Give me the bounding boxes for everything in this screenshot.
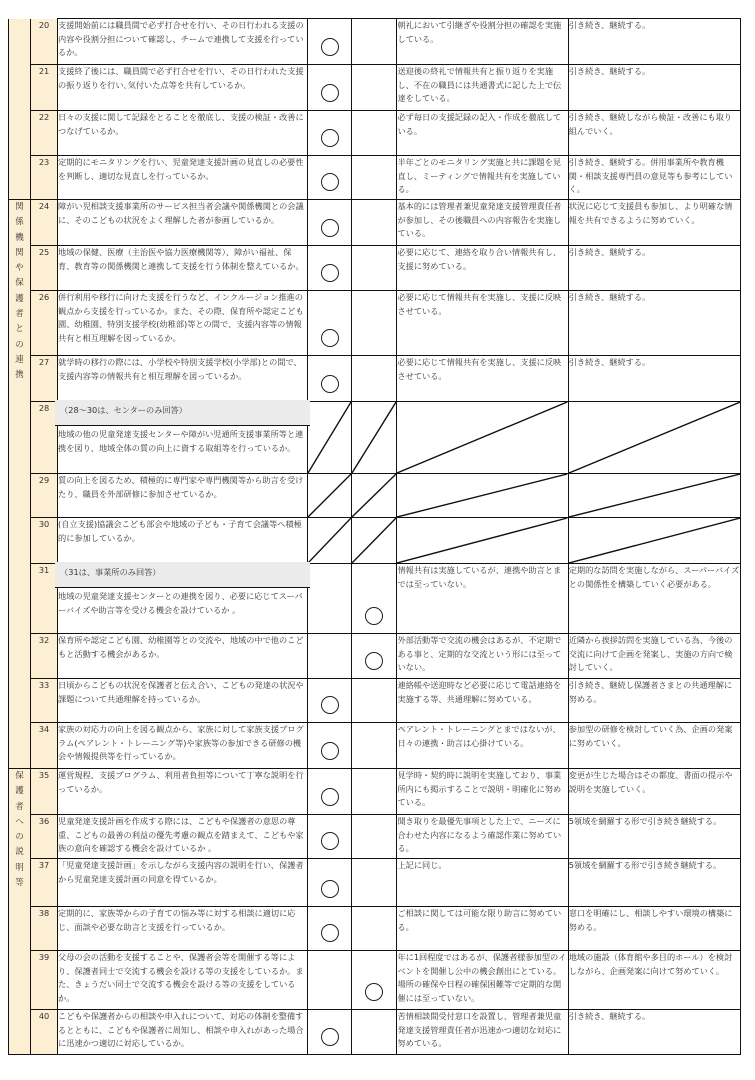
current-status-cell	[397, 1010, 568, 1055]
improvement-plan-cell	[568, 815, 740, 859]
current-status-cell	[397, 679, 568, 723]
improvement-plan-cell	[568, 859, 740, 907]
question-text: (自立支援)協議会こども部会や地域の子ども・子育て会議等へ積極的に参加しているか。	[58, 519, 302, 543]
improvement-plan-cell	[568, 19, 740, 65]
table-row	[9, 907, 741, 951]
check-item-question	[58, 859, 308, 907]
check-item-question	[58, 474, 308, 518]
current-status-cell	[397, 634, 568, 679]
question-text: 日頃からこどもの状況を保護者と伝え合い、こどもの発達の状況や課題について共通理解を持っているか。	[58, 680, 304, 704]
not-applicable-slash	[397, 474, 567, 517]
question-text: 就学時の移行の際には、小学校や特別支援学校(小学部)との間で、支援内容等の情報共有と相互理解を図っているか。	[58, 357, 302, 381]
answer-yes-cell[interactable]	[308, 474, 352, 518]
circle-mark-icon	[365, 983, 383, 1001]
answer-no-cell[interactable]	[352, 156, 397, 200]
plan-text: 変更が生じた場合はその都度、書面の提示や説明を実施していく。	[568, 770, 733, 794]
current-status-cell	[397, 156, 568, 200]
table-row	[9, 634, 741, 679]
improvement-plan-cell	[568, 951, 740, 1010]
improvement-plan-cell	[568, 723, 740, 769]
plan-text: 地域の施設（体育館や多目的ホール）を検討しながら、企画発案に向けて努めていく。	[568, 952, 733, 976]
improvement-plan-cell	[568, 65, 740, 111]
item-number: 24	[31, 200, 58, 246]
question-text: 運営規程、支援プログラム、利用者負担等について丁寧な説明を行っているか。	[58, 770, 304, 794]
status-text: ご相談に関しては可能な限り助言に努めている。	[397, 908, 562, 932]
current-status-cell	[397, 723, 568, 769]
table-row	[9, 65, 741, 111]
table-row	[9, 246, 741, 291]
question-text: 保育所や認定こども園、幼稚園等との交流や、地域の中で他のこどもと活動する機会があるか。	[58, 635, 304, 659]
plan-text: 5領域を網羅する形で引き続き継続する。	[568, 860, 722, 870]
circle-mark-icon	[365, 652, 383, 670]
circle-mark-icon	[321, 219, 339, 237]
table-row	[9, 564, 741, 634]
not-applicable-slash	[569, 474, 740, 517]
current-status-cell	[397, 356, 568, 402]
plan-text: 引き続き、継続する。	[568, 66, 651, 76]
item-number: 28	[31, 402, 58, 474]
current-status-cell	[397, 518, 568, 564]
item-number: 27	[31, 356, 58, 402]
status-text: 情報共有は実施しているが、連携や助言とまでは至っていない。	[397, 565, 562, 589]
answer-yes-cell[interactable]	[308, 356, 352, 402]
answer-yes-cell[interactable]	[308, 634, 352, 679]
answer-no-cell[interactable]	[352, 951, 397, 1010]
current-status-cell	[397, 951, 568, 1010]
not-applicable-slash	[308, 474, 351, 517]
circle-mark-icon	[321, 696, 339, 714]
check-item-question	[58, 200, 308, 246]
status-text: ペアレント・トレーニングとまではないが、日々の連携・助言は心掛けている。	[397, 724, 561, 748]
question-text: 地域の児童発達支援センターとの連携を図り、必要に応じてスーパーバイズや助言等を受ける機会を設けているか 。	[58, 591, 303, 615]
circle-mark-icon	[321, 173, 339, 191]
current-status-cell	[397, 19, 568, 65]
category-label-char: の	[15, 832, 24, 843]
circle-mark-icon	[321, 880, 339, 898]
category-label-char: 護	[15, 786, 24, 797]
check-item-question	[58, 634, 308, 679]
table-row	[9, 859, 741, 907]
status-text: 半年ごとのモニタリング実施と共に課題を見直し、ミーティングで情報共有を実施している。	[397, 157, 562, 194]
item-number: 38	[31, 907, 58, 951]
category-cell	[9, 19, 31, 200]
answer-yes-cell[interactable]	[308, 679, 352, 723]
improvement-plan-cell	[568, 111, 740, 156]
question-text: 地域の他の児童発達支援センターや障がい児通所支援事業所等と連携を図り、地域全体の質の向上に資する取組等を行っているか。	[58, 429, 304, 453]
item-number: 22	[31, 111, 58, 156]
current-status-cell	[397, 564, 568, 634]
improvement-plan-cell	[568, 679, 740, 723]
not-applicable-slash	[308, 518, 351, 563]
status-text: 必要に応じて情報共有を実施し、支援に反映させている。	[397, 292, 562, 316]
answer-no-cell[interactable]	[352, 564, 397, 634]
question-text: 日々の支援に関して記録をとることを徹底し、支援の検証・改善につなげているか。	[58, 112, 304, 136]
question-text: 児童発達支援計画を作成する際には、こどもや保護者の意思の尊重、こどもの最善の利益の優先考慮の観点を踏まえて、こどもや家族の意向を確認する機会を設けているか 。	[58, 816, 304, 853]
check-item-question	[58, 19, 308, 65]
answer-yes-cell[interactable]	[308, 1010, 352, 1055]
improvement-plan-cell	[568, 1010, 740, 1055]
item-number: 30	[31, 518, 58, 564]
question-text: 支援開始前には職員間で必ず打合せを行い、その日行われる支援の内容や役割分担について確認し、チームで連携して支援を行っているか。	[58, 20, 304, 57]
table-row	[9, 19, 741, 65]
check-item-question	[58, 402, 308, 474]
table-row	[9, 815, 741, 859]
check-item-question	[58, 723, 308, 769]
item-number: 23	[31, 156, 58, 200]
answer-scope-note: （28～30は、センターのみ回答）	[55, 400, 310, 426]
answer-no-cell[interactable]	[352, 518, 397, 564]
answer-no-cell[interactable]	[352, 859, 397, 907]
category-label-char: 保	[15, 278, 24, 289]
answer-yes-cell[interactable]	[308, 518, 352, 564]
improvement-plan-cell	[568, 402, 740, 474]
category-cell	[9, 769, 31, 1055]
evaluation-table	[8, 18, 741, 1055]
answer-yes-cell[interactable]	[308, 402, 352, 474]
circle-mark-icon	[321, 924, 339, 942]
answer-no-cell[interactable]	[352, 356, 397, 402]
not-applicable-slash	[569, 402, 740, 473]
question-text: 定期的に、家族等からの子育ての悩み等に対する相談に適切に応じ、面談や必要な助言と支援を行っているか。	[58, 908, 296, 932]
current-status-cell	[397, 769, 568, 815]
item-number: 31	[31, 564, 58, 634]
current-status-cell	[397, 815, 568, 859]
circle-mark-icon	[365, 607, 383, 625]
answer-yes-cell[interactable]	[308, 65, 352, 111]
question-text: こどもや保護者からの相談や申入れについて、対応の体制を整備するとともに、こどもや保護者に周知し、相談や申入れがあった場合に迅速かつ適切に対応しているか。	[58, 1011, 304, 1048]
status-text: 必要に応じて、連絡を取り合い情報共有し、支援に努めている。	[397, 247, 562, 271]
plan-text: 引き続き、継続しながら検証・改善にも取り組んでいく。	[568, 112, 733, 136]
check-item-question	[58, 907, 308, 951]
check-item-question	[58, 111, 308, 156]
question-text: 「児童発達支援計画」を示しながら支援内容の説明を行い、保護者から児童発達支援計画の同意を得ているか。	[58, 860, 304, 884]
item-number: 40	[31, 1010, 58, 1055]
current-status-cell	[397, 200, 568, 246]
table-row	[9, 951, 741, 1010]
item-number: 35	[31, 769, 58, 815]
improvement-plan-cell	[568, 564, 740, 634]
answer-no-cell[interactable]	[352, 246, 397, 291]
table-row	[9, 769, 741, 815]
item-number: 36	[31, 815, 58, 859]
answer-scope-note: （31は、事業所のみ回答）	[55, 562, 310, 588]
plan-text: 引き続き、継続する。	[568, 247, 651, 257]
category-label-char: の	[15, 339, 24, 350]
table-row	[9, 723, 741, 769]
circle-mark-icon	[321, 832, 339, 850]
check-item-question	[58, 815, 308, 859]
answer-yes-cell[interactable]	[308, 19, 352, 65]
category-label-char: 関	[15, 202, 24, 212]
item-number: 29	[31, 474, 58, 518]
plan-text: 窓口を明確にし、相談しやすい環境の構築に努める。	[568, 908, 733, 932]
status-text: 必ず毎日の支援記録の記入・作成を徹底している。	[397, 112, 562, 136]
category-label-char: や	[15, 263, 24, 274]
answer-yes-cell[interactable]	[308, 111, 352, 156]
question-text: 定期的にモニタリングを行い、児童発達支援計画の見直しの必要性を判断し、適切な見直しを行っているか。	[58, 157, 304, 181]
circle-mark-icon	[321, 329, 339, 347]
check-item-question	[58, 951, 308, 1010]
question-text: 家族の対応力の向上を図る観点から、家族に対して家族支援プログラム(ペアレント・トレーニング等)や家族等の参加できる研修の機会や情報提供等を行っているか。	[58, 724, 304, 761]
table-row	[9, 156, 741, 200]
plan-text: 引き続き、継続する。	[568, 357, 651, 367]
not-applicable-slash	[352, 518, 396, 563]
answer-no-cell[interactable]	[352, 815, 397, 859]
plan-text: 定期的な訪問を実施しながら、スーパーバイズとの関係性を構築していく必要がある。	[568, 565, 740, 589]
circle-mark-icon	[321, 742, 339, 760]
plan-text: 引き続き、継続する。	[568, 20, 651, 30]
check-item-question	[58, 1010, 308, 1055]
current-status-cell	[397, 859, 568, 907]
answer-no-cell[interactable]	[352, 291, 397, 356]
current-status-cell	[397, 65, 568, 111]
answer-no-cell[interactable]	[352, 769, 397, 815]
check-item-question	[58, 246, 308, 291]
not-applicable-slash	[352, 402, 396, 473]
category-label-char: 機	[15, 232, 24, 243]
improvement-plan-cell	[568, 518, 740, 564]
category-label-char: 説	[15, 847, 24, 858]
improvement-plan-cell	[568, 291, 740, 356]
status-text: 聞き取りを最優先事項とした上で、ニーズに合わせた内容になるよう確認作業に努めている。	[397, 816, 562, 853]
check-item-question	[58, 518, 308, 564]
answer-yes-cell[interactable]	[308, 907, 352, 951]
category-label-char: 携	[15, 370, 24, 381]
table-row	[9, 474, 741, 518]
not-applicable-slash	[397, 402, 567, 473]
category-label-char: 等	[15, 878, 24, 889]
answer-no-cell[interactable]	[352, 402, 397, 474]
improvement-plan-cell	[568, 634, 740, 679]
question-text: 併行利用や移行に向けた支援を行うなど、インクルージョン推進の観点から支援を行っているか。また、その際、保育所や認定こども園、幼稚園、特別支援学校(幼稚部)等との間で、支援内容等の情報共有と相互理解を図っているか。	[58, 292, 304, 343]
answer-no-cell[interactable]	[352, 111, 397, 156]
check-item-question	[58, 65, 308, 111]
status-text: 必要に応じて情報共有を実施し、支援に反映させている。	[397, 357, 562, 381]
not-applicable-slash	[352, 474, 396, 517]
answer-yes-cell[interactable]	[308, 246, 352, 291]
category-cell	[9, 200, 31, 769]
question-text: 障がい児相談支援事業所のサービス担当者会議や関係機関との会議に、そのこどもの状況をよく理解した者が参画しているか。	[58, 201, 304, 225]
question-text: 支援終了後には、職員間で必ず打合せを行い、その日行われた支援の振り返りを行い､気付いた点等を共有しているか。	[58, 66, 304, 90]
item-number: 33	[31, 679, 58, 723]
category-label-char: 関	[15, 247, 24, 258]
status-text: 朝礼において引継ぎや役割分担の確認を実施している。	[397, 20, 562, 44]
circle-mark-icon	[321, 129, 339, 147]
plan-text: 近隣から挨拶訪問を実施している為、今後の交流に向けて企画を発案し、実施の方向で検討していく。	[568, 635, 733, 672]
improvement-plan-cell	[568, 474, 740, 518]
status-text: 苦情相談間受付窓口を設置し、管理者兼児童発達支援管理責任者が迅速かつ適切な対応に努めている。	[397, 1011, 562, 1048]
answer-no-cell[interactable]	[352, 907, 397, 951]
item-number: 39	[31, 951, 58, 1010]
answer-no-cell[interactable]	[352, 679, 397, 723]
table-row	[9, 356, 741, 402]
item-number: 26	[31, 291, 58, 356]
status-text: 見学時・契約時に説明を実施しており、事業所内にも掲示することで説明・明確化に努めている。	[397, 770, 562, 807]
improvement-plan-cell	[568, 156, 740, 200]
status-text: 上記に同じ。	[397, 860, 447, 870]
not-applicable-slash	[308, 402, 351, 473]
question-text: 父母の会の活動を支援することや、保護者会等を開催する等により、保護者同士で交流する機会を設ける等の支援をしているか。また、きょうだい同士で交流する機会を設ける等の支援をしているか。	[58, 952, 304, 1003]
category-label-char: 護	[15, 293, 24, 304]
current-status-cell	[397, 402, 568, 474]
table-row	[9, 402, 741, 474]
current-status-cell	[397, 474, 568, 518]
question-text: 地域の保健、医療（主治医や協力医療機関等）、障がい福祉、保育、教育等の関係機関と連携して支援を行う体制を整えているか。	[58, 247, 304, 271]
answer-no-cell[interactable]	[352, 723, 397, 769]
item-number: 21	[31, 65, 58, 111]
check-item-question	[58, 564, 308, 634]
answer-no-cell[interactable]	[352, 200, 397, 246]
plan-text: 引き続き、継続する。	[568, 292, 651, 302]
item-number: 34	[31, 723, 58, 769]
category-label-char: 者	[15, 801, 24, 812]
category-label-char: 明	[15, 862, 24, 873]
table-row	[9, 291, 741, 356]
check-item-question	[58, 769, 308, 815]
not-applicable-slash	[397, 518, 567, 563]
table-row	[9, 200, 741, 246]
category-label-char: 係	[15, 217, 24, 228]
item-number: 37	[31, 859, 58, 907]
circle-mark-icon	[321, 788, 339, 806]
circle-mark-icon	[321, 375, 339, 393]
answer-no-cell[interactable]	[352, 474, 397, 518]
improvement-plan-cell	[568, 200, 740, 246]
status-text: 基本的には管理者兼児童発達支援管理責任者が参加し、その後職員への内容報告を実施している。	[397, 201, 562, 238]
improvement-plan-cell	[568, 769, 740, 815]
answer-yes-cell[interactable]	[308, 291, 352, 356]
answer-no-cell[interactable]	[352, 634, 397, 679]
item-number: 25	[31, 246, 58, 291]
check-item-question	[58, 679, 308, 723]
circle-mark-icon	[321, 84, 339, 102]
question-text: 質の向上を図るため、積極的に専門家や専門機関等から助言を受けたり、職員を外部研修に参加させているか。	[58, 475, 304, 499]
category-label-char: 者	[15, 309, 24, 320]
improvement-plan-cell	[568, 907, 740, 951]
answer-yes-cell[interactable]	[308, 859, 352, 907]
category-label-char: と	[15, 324, 24, 335]
plan-text: 引き続き、継続し保護者さまとの共通理解に努める。	[568, 680, 733, 704]
current-status-cell	[397, 246, 568, 291]
circle-mark-icon	[321, 1028, 339, 1046]
status-text: 連絡帳や送迎時など必要に応じて電話連絡を実施する等、共通理解に努めている。	[397, 680, 562, 704]
improvement-plan-cell	[568, 356, 740, 402]
item-number: 32	[31, 634, 58, 679]
answer-yes-cell[interactable]	[308, 723, 352, 769]
plan-text: 引き続き、継続する。併用事業所や教育機関・相談支援専門員の意見等も参考にしていく。	[568, 157, 733, 194]
answer-no-cell[interactable]	[352, 1010, 397, 1055]
circle-mark-icon	[321, 264, 339, 282]
current-status-cell	[397, 291, 568, 356]
check-item-question	[58, 291, 308, 356]
answer-yes-cell[interactable]	[308, 156, 352, 200]
answer-yes-cell[interactable]	[308, 815, 352, 859]
current-status-cell	[397, 907, 568, 951]
table-row	[9, 679, 741, 723]
table-row	[9, 518, 741, 564]
circle-mark-icon	[321, 38, 339, 56]
status-text: 年に1回程度ではあるが、保護者様参加型のイベントを開催し公中の機会創出にとている。場所の確保や日程の確保困難等で定期的な開催には至っていない。	[397, 952, 567, 1003]
status-text: 送迎後の終礼で情報共有と振り返りを実施し、不在の職員には共通書式に記した上で伝達をしている。	[397, 66, 562, 103]
plan-text: 参加型の研修を検討していく為、企画の発案に努めていく。	[568, 724, 733, 748]
plan-text: 状況に応じて支援員も参加し、より明確な情報を共有できるように努めていく。	[568, 201, 733, 225]
item-number: 20	[31, 19, 58, 65]
plan-text: 引き続き、継続する。	[568, 1011, 651, 1021]
table-row	[9, 111, 741, 156]
category-label-char: 連	[15, 354, 24, 365]
check-item-question	[58, 156, 308, 200]
status-text: 外部活動等で交流の機会はあるが、不定期である事と、定期的な交流という形には至っていない。	[397, 635, 562, 672]
answer-yes-cell[interactable]	[308, 951, 352, 1010]
improvement-plan-cell	[568, 246, 740, 291]
answer-yes-cell[interactable]	[308, 769, 352, 815]
not-applicable-slash	[569, 518, 740, 563]
plan-text: 5領域を網羅する形で引き続き継続する。	[568, 816, 722, 826]
answer-no-cell[interactable]	[352, 19, 397, 65]
current-status-cell	[397, 111, 568, 156]
category-label-char: 保	[15, 771, 24, 781]
answer-yes-cell[interactable]	[308, 200, 352, 246]
answer-yes-cell[interactable]	[308, 564, 352, 634]
category-label-char: へ	[15, 816, 24, 827]
table-row	[9, 1010, 741, 1055]
check-item-question	[58, 356, 308, 402]
answer-no-cell[interactable]	[352, 65, 397, 111]
